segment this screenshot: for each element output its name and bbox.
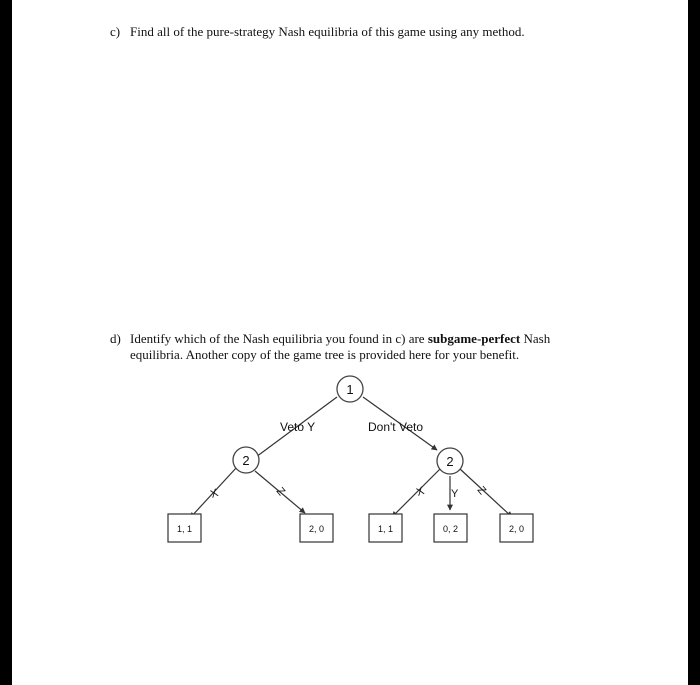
- question-c-label: c): [110, 24, 121, 39]
- payoff-5: 2, 0: [508, 524, 525, 534]
- action-right-x: X: [414, 485, 426, 499]
- payoff-4: 0, 2: [442, 524, 459, 534]
- question-d-line-1-end: Nash: [520, 331, 551, 346]
- action-dont-veto: Don't Veto: [368, 420, 423, 434]
- branch-right-z: [460, 469, 512, 517]
- question-c-text: Find all of the pure-strategy Nash equilibria of this game using any method.: [130, 24, 525, 39]
- action-right-y: Y: [451, 488, 459, 500]
- subgame-perfect-bold: subgame-perfect: [427, 331, 521, 346]
- action-veto-y: Veto Y: [280, 420, 316, 434]
- action-left-z: Z: [273, 485, 288, 499]
- action-left-x: X: [208, 487, 220, 501]
- question-d-label: d): [110, 331, 121, 346]
- payoff-2: 2, 0: [308, 524, 325, 534]
- left-node-label: 2: [242, 453, 250, 468]
- payoff-3: 1, 1: [377, 524, 394, 534]
- question-d-line-1-start: Identify which of the Nash equilibria you found in c) are: [130, 331, 428, 346]
- question-d-line-2: equilibria. Another copy of the game tree is provided here for your benefit.: [130, 347, 520, 362]
- payoff-1: 1, 1: [176, 524, 193, 534]
- root-node-label: 1: [346, 382, 354, 397]
- right-node-label: 2: [446, 454, 454, 469]
- action-right-z: Z: [474, 484, 489, 498]
